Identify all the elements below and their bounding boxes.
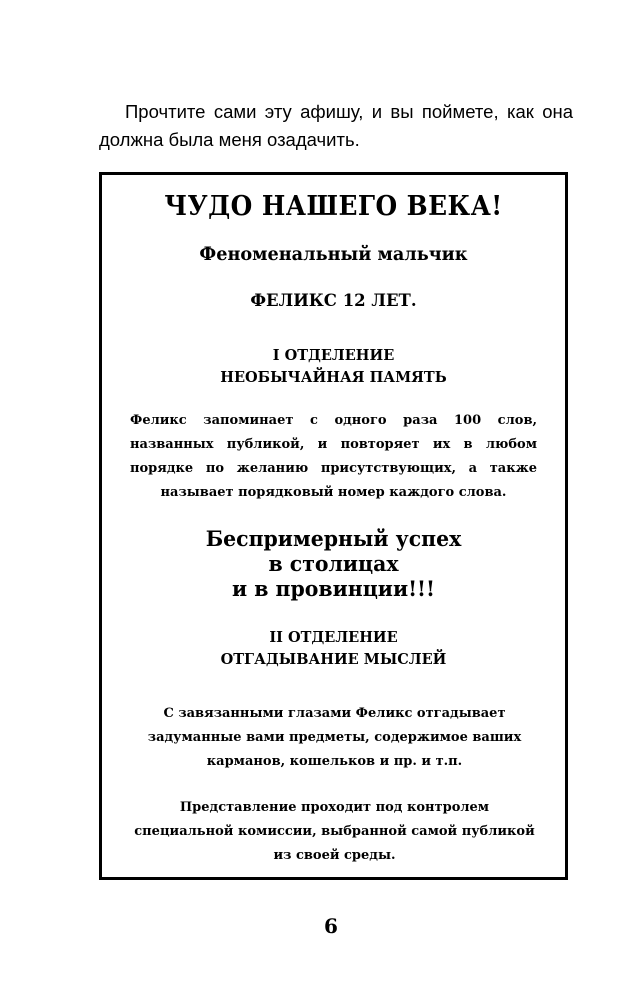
page-number: 6 — [324, 914, 338, 938]
intro-text: Прочтите сами эту афишу, и вы поймете, как она должна была меня озадачить. — [99, 101, 573, 150]
section-2-heading — [102, 627, 565, 671]
poster-frame — [99, 172, 568, 880]
success-banner — [114, 527, 554, 602]
section-2-description: С завязанными глазами Феликс отгадывает задуманные вами предметы, содержимое ваших карманов, кошельков и пр. и т.п. — [147, 706, 522, 769]
section-1-description: Феликс запоминает с одного раза 100 слов, названных публикой, и повторяет их в любом порядке по желанию присутствующих, а также называет порядковый номер каждого слова. — [130, 413, 537, 500]
intro-paragraph — [99, 98, 573, 154]
success-line-2: в столицах — [268, 552, 399, 577]
poster-title: ЧУДО НАШЕГО ВЕКА! — [164, 191, 503, 222]
poster-subtitle: Феноменальный мальчик — [199, 243, 468, 265]
section-2-number: II ОТДЕЛЕНИЕ — [269, 629, 398, 646]
success-line-3: и в провинции!!! — [231, 577, 436, 602]
section-1-heading — [102, 345, 565, 389]
poster-performer-name: ФЕЛИКС 12 ЛЕТ. — [250, 291, 417, 310]
section-1-number: I ОТДЕЛЕНИЕ — [272, 347, 395, 364]
success-line-1: Беспримерный успех — [205, 527, 462, 552]
section-2-title: ОТГАДЫВАНИЕ МЫСЛЕЙ — [220, 651, 447, 668]
poster-footer-note: Представление проходит под контролем специальной комиссии, выбранной самой публикой из своей среды. — [134, 800, 535, 863]
section-1-title: НЕОБЫЧАЙНАЯ ПАМЯТЬ — [220, 369, 447, 386]
